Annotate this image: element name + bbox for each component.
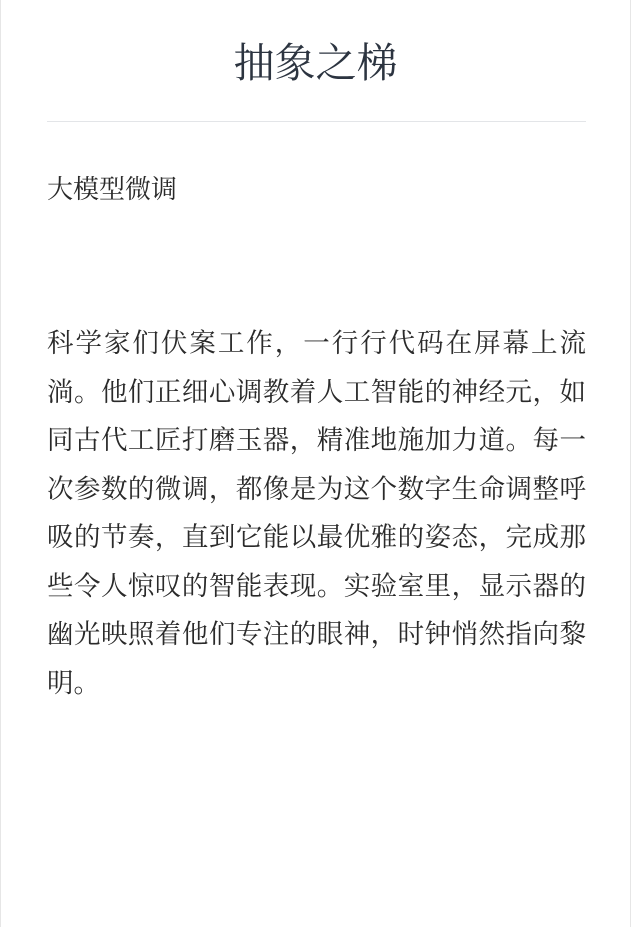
page-title: 抽象之梯 [233, 39, 398, 87]
article-body: 科学家们伏案工作，一行行代码在屏幕上流淌。他们正细心调教着人工智能的神经元，如同古代工匠打磨玉器，精准地施加力道。每一次参数的微调，都像是为这个数字生命调整呼吸的节奏，直到它能以最优雅的姿态，完成那些令人惊叹的智能表现。实验室里，显示器的幽光映照着他们专注的眼神，时钟悄然指向黎明。 [47, 328, 586, 699]
title-divider [47, 121, 586, 122]
article-subtitle: 大模型微调 [47, 175, 178, 205]
